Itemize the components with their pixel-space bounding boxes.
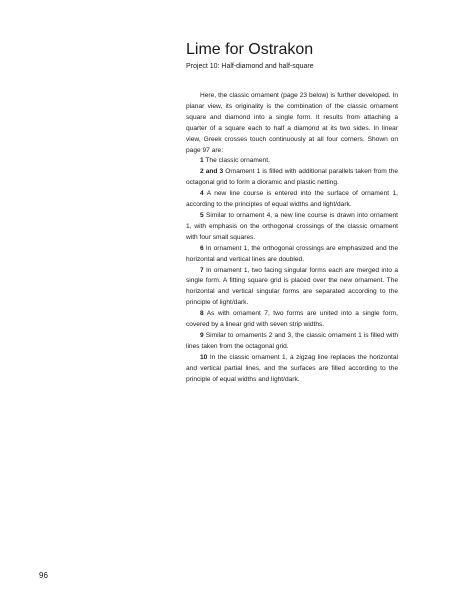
body-text — [186, 91, 398, 385]
ornament-paragraph — [186, 244, 398, 266]
ornament-paragraph — [186, 331, 398, 353]
ornament-paragraph — [186, 189, 398, 211]
paragraph-text: In the classic ornament 1, a zigzag line replaces the horizontal and vertical partial lines, and the surfaces are filled according to the principle of equal widths and light/dark. — [186, 353, 399, 383]
ornament-number: 1 — [200, 157, 204, 165]
paragraph-text: Similar to ornaments 2 and 3, the classic ornament 1 is filled with lines taken from the octagonal grid. — [186, 331, 398, 350]
paragraph-text: In ornament 1, the orthogonal crossings are emphasized and the horizontal and vertical lines are doubled. — [186, 244, 398, 263]
ornament-number: 7 — [200, 266, 204, 274]
ornament-paragraph — [186, 353, 398, 386]
ornament-paragraph — [186, 211, 398, 244]
paragraph-text: As with ornament 7, two forms are united into a single form, covered by a linear grid with seven strip widths. — [186, 310, 399, 329]
ornament-number: 9 — [200, 331, 204, 339]
paragraph-text: Here, the classic ornament (page 23 below) is further developed. In planar view, its originality is the combination of the classic ornament square and diamond into a single form. It results from attaching a quarter of a square each to half a diamond at its two sides. In linear view, Greek crosses touch continuously at all four corners. Shown on page 97 are: — [186, 92, 398, 154]
paragraph-text: Ornament 1 is filled with additional parallels taken from the octagonal grid to form a dioramic and plastic netting. — [186, 168, 398, 187]
page-title: Lime for Ostrakon — [186, 41, 314, 58]
ornament-paragraph — [186, 266, 398, 310]
ornament-number: 2 and 3 — [200, 168, 224, 176]
ornament-number: 4 — [200, 190, 204, 198]
ornament-paragraph — [186, 156, 398, 167]
project-subtitle: Project 10: Half-diamond and half-square — [186, 63, 314, 70]
ornament-paragraph — [186, 309, 398, 331]
ornament-paragraph — [186, 167, 398, 189]
paragraph-text: In ornament 1, two facing singular forms each are merged into a single form. A fitting square grid is placed over the new ornament. The horizontal and vertical singular forms are separated according to the principle of light/dark. — [186, 266, 398, 307]
ornament-number: 5 — [200, 211, 204, 219]
paragraph-text: Similar to ornament 4, a new line course is drawn into ornament 1, with emphasis on the orthogonal crossings of the classic ornament with four small squares. — [186, 211, 398, 241]
ornament-number: 10 — [200, 353, 208, 361]
paragraph-text: A new line course is entered into the surface of ornament 1, according to the principles of equal widths and light/dark. — [186, 190, 398, 209]
page-number: 96 — [39, 571, 48, 580]
paragraph-text: The classic ornament. — [205, 157, 270, 165]
ornament-number: 8 — [200, 310, 204, 318]
ornament-number: 6 — [200, 244, 204, 252]
intro-paragraph — [186, 91, 398, 156]
